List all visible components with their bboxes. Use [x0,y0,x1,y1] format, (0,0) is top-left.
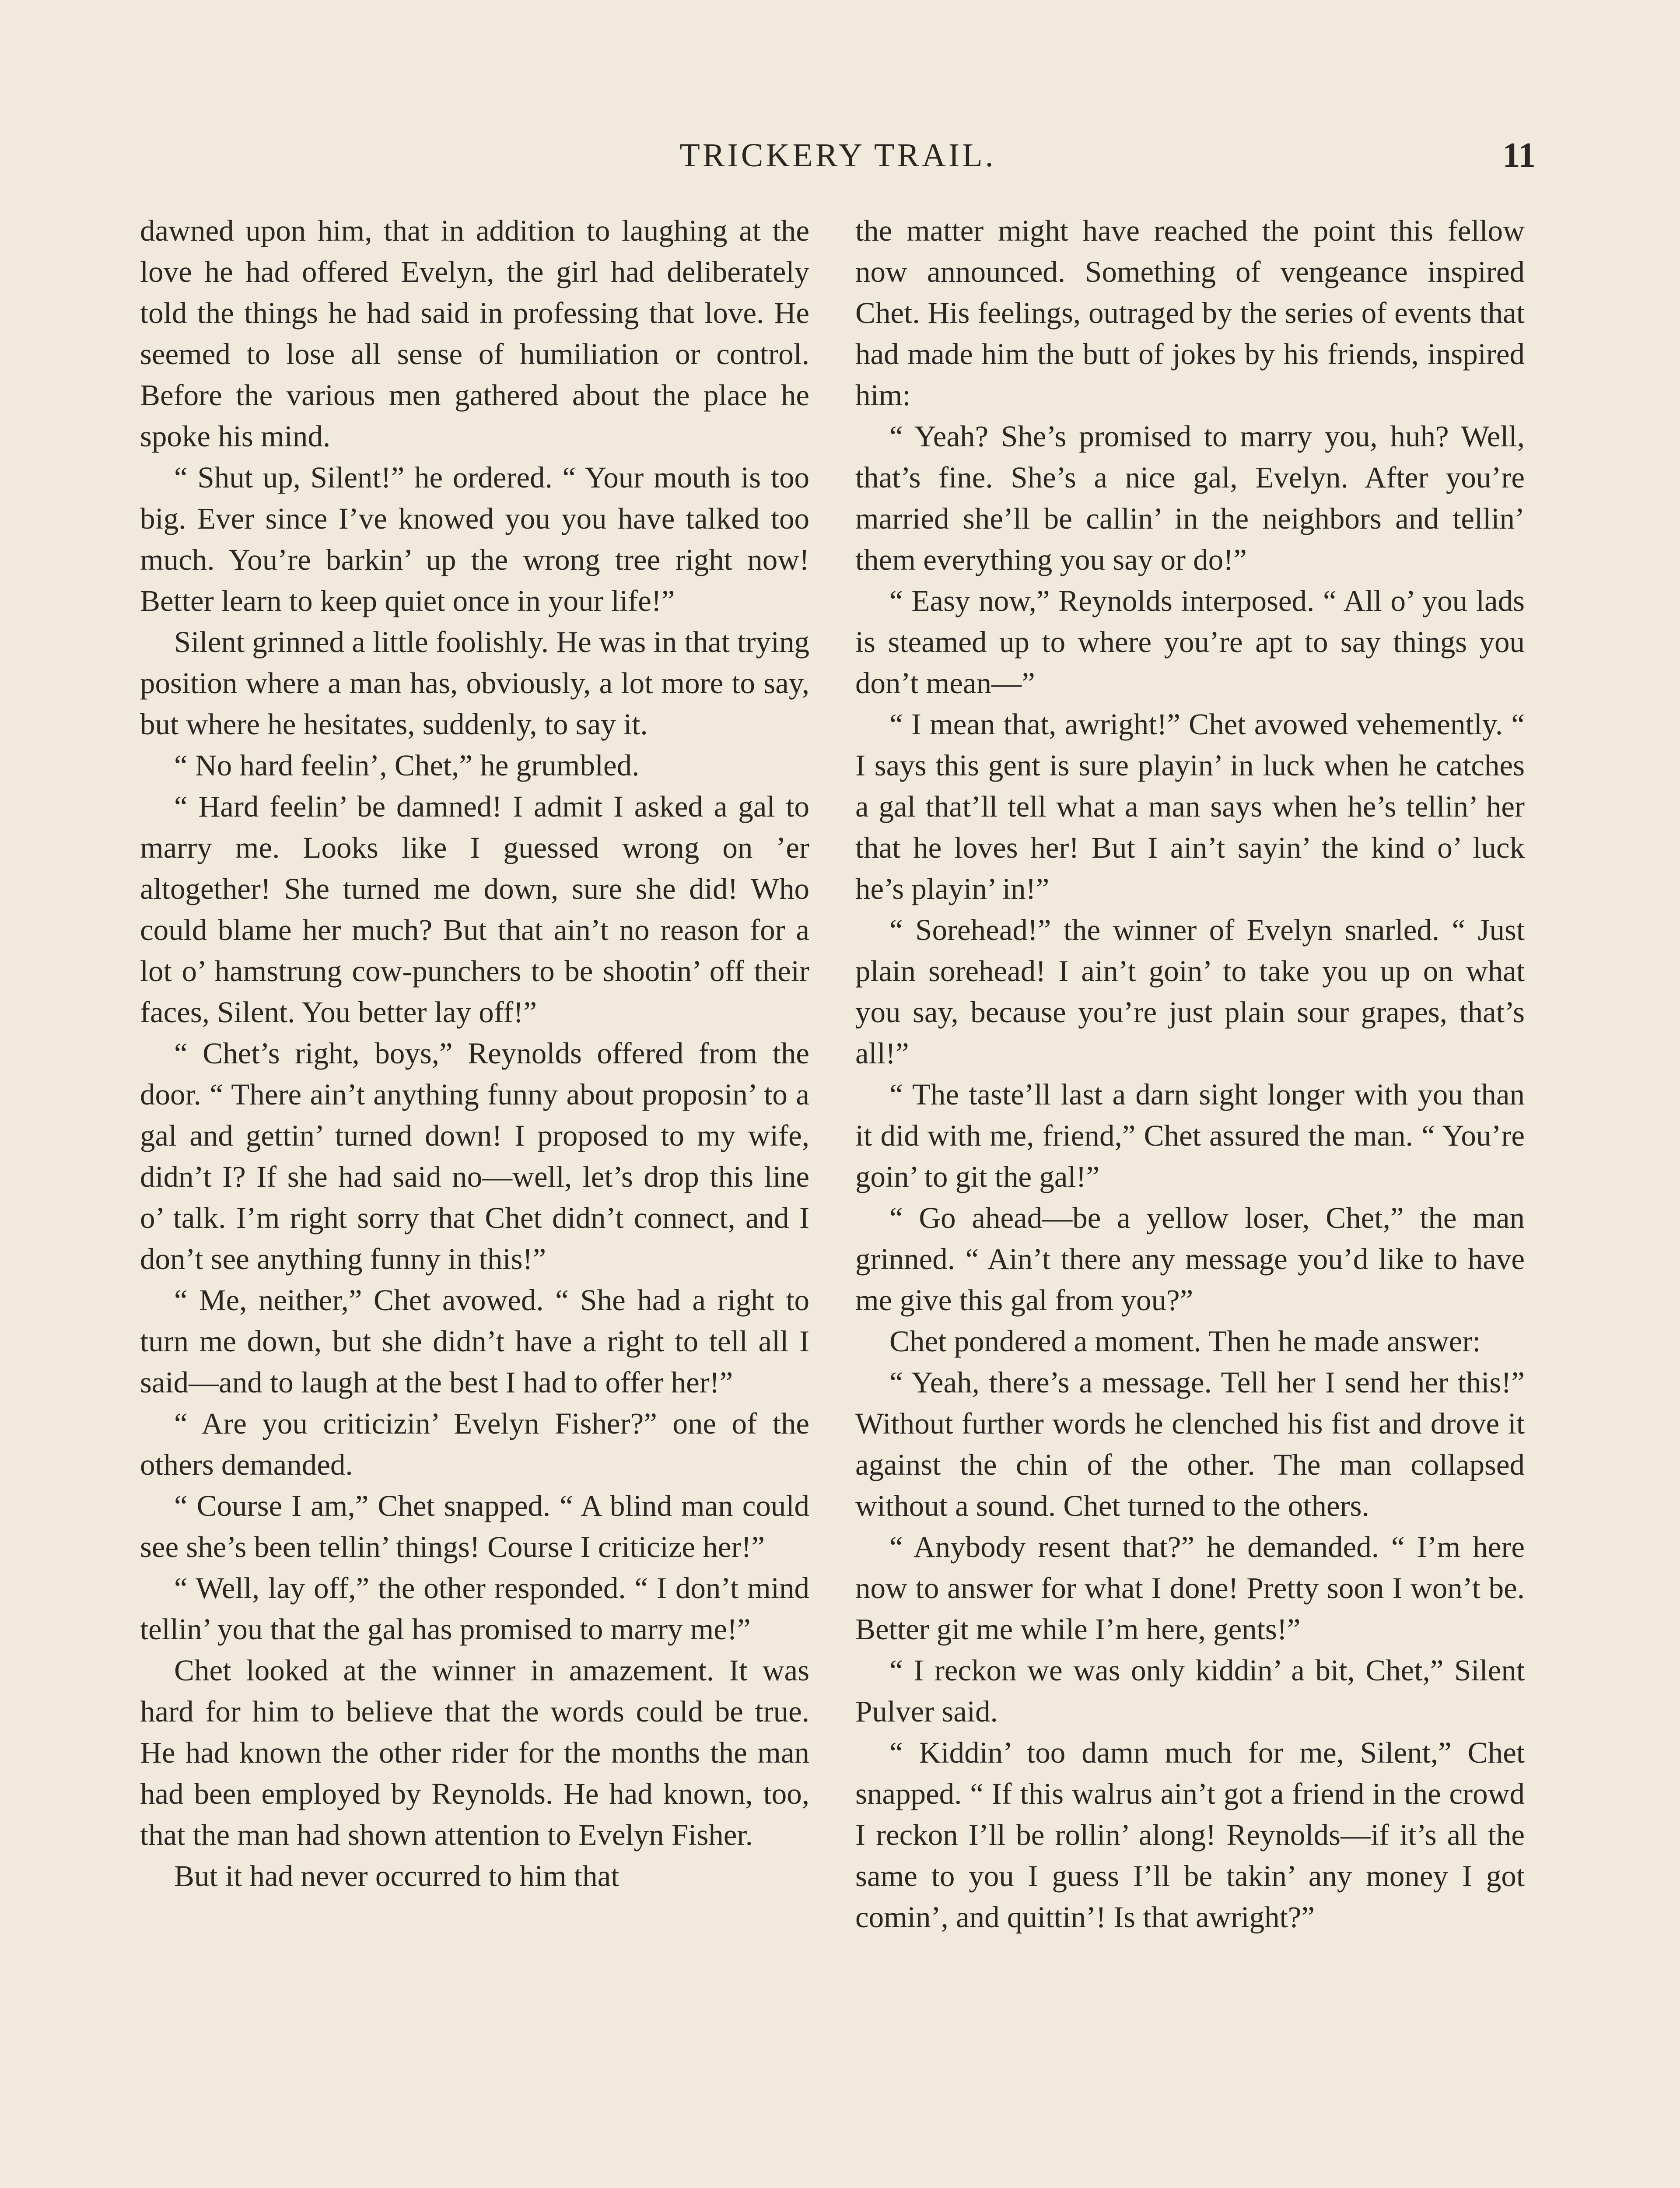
paragraph: “ The taste’ll last a darn sight longer with you than it did with me, friend,” Chet assured the man. “ You’re goin’ to git the gal!” [855,1078,1525,1193]
paragraph: “ Shut up, Silent!” he ordered. “ Your mouth is too big. Ever since I’ve knowed you you have talked too much. You’re barkin’ up the wrong tree right now! Better learn to keep quiet once in your life!” [140,461,809,617]
text-column-left [140,210,809,1897]
paragraph: “ Me, neither,” Chet avowed. “ She had a right to turn me down, but she didn’t have a right to tell all I said—and to laugh at the best I had to offer her!” [140,1283,809,1399]
paragraph: “ Well, lay off,” the other responded. “ I don’t mind tellin’ you that the gal has promised to marry me!” [140,1571,809,1646]
paragraph: “ Are you criticizin’ Evelyn Fisher?” one of the others demanded. [140,1407,809,1481]
paragraph: Chet looked at the winner in amazement. It was hard for him to believe that the words could be true. He had known the other rider for the months the man had been employed by Reynolds. He had known, too, that the man had shown attention to Evelyn Fisher. [140,1654,809,1851]
paragraph: “ Easy now,” Reynolds interposed. “ All o’ you lads is steamed up to where you’re apt to say things you don’t mean—” [855,584,1525,700]
paragraph: “ Yeah? She’s promised to marry you, huh? Well, that’s fine. She’s a nice gal, Evelyn. After you’re married she’ll be callin’ in the neighbors and tellin’ them everything you say or do!” [855,420,1525,576]
paragraph: “ I reckon we was only kiddin’ a bit, Chet,” Silent Pulver said. [855,1654,1525,1728]
page-number: 11 [1502,136,1536,175]
paragraph: “ Anybody resent that?” he demanded. “ I’m here now to answer for what I done! Pretty soon I won’t be. Better git me while I’m here, gents!” [855,1530,1525,1646]
paragraph: the matter might have reached the point this fellow now announced. Something of vengeance inspired Chet. His feelings, outraged by the series of events that had made him the butt of jokes by his friends, inspired him: [855,214,1525,412]
paragraph: “ I mean that, awright!” Chet avowed vehemently. “ I says this gent is sure playin’ in luck when he catches a gal that’ll tell what a man says when he’s tellin’ her that he loves her! But I ain’t sayin’ the kind o’ luck he’s playin’ in!” [855,708,1525,905]
text-column-right [855,210,1525,1938]
paragraph: But it had never occurred to him that [174,1859,620,1893]
paragraph: “ Hard feelin’ be damned! I admit I asked a gal to marry me. Looks like I guessed wrong on ’er altogether! She turned me down, sure she did! Who could blame her much? But that ain’t no reason for a lot o’ hamstrung cow-punchers to be shootin’ off their faces, Silent. You better lay off!” [140,790,809,1029]
paragraph: “ Yeah, there’s a message. Tell her I send her this!” Without further words he clenched his fist and drove it against the chin of the other. The man collapsed without a sound. Chet turned to the others. [855,1366,1525,1522]
paragraph: Silent grinned a little foolishly. He was in that trying position where a man has, obviously, a lot more to say, but where he hesitates, suddenly, to say it. [140,625,809,741]
paragraph: “ Course I am,” Chet snapped. “ A blind man could see she’s been tellin’ things! Course I criticize her!” [140,1489,809,1564]
paragraph: “ Chet’s right, boys,” Reynolds offered from the door. “ There ain’t anything funny about proposin’ to a gal and gettin’ turned down! I proposed to my wife, didn’t I? If she had said no—well, let’s drop this line o’ talk. I’m right sorry that Chet didn’t connect, and I don’t see anything funny in this!” [140,1037,809,1276]
running-title: TRICKERY TRAIL. [679,137,996,174]
paragraph: dawned upon him, that in addition to laughing at the love he had offered Evelyn, the girl had deliberately told the things he had said in professing that love. He seemed to lose all sense of humiliation or control. Before the various men gathered about the place he spoke his mind. [140,214,809,453]
paragraph: Chet pondered a moment. Then he made answer: [889,1325,1481,1358]
page-header [140,131,1536,179]
paragraph: “ Go ahead—be a yellow loser, Chet,” the man grinned. “ Ain’t there any message you’d like to have me give this gal from you?” [855,1201,1525,1317]
paragraph: “ No hard feelin’, Chet,” he grumbled. [174,749,640,782]
paragraph: “ Sorehead!” the winner of Evelyn snarled. “ Just plain sorehead! I ain’t goin’ to take you up on what you say, because you’re just plain sour grapes, that’s all!” [855,913,1525,1070]
paragraph: “ Kiddin’ too damn much for me, Silent,” Chet snapped. “ If this walrus ain’t got a friend in the crowd I reckon I’ll be rollin’ along! Reynolds—if it’s all the same to you I guess I’ll be takin’ any money I got comin’, and quittin’! Is that awright?” [855,1736,1525,1934]
